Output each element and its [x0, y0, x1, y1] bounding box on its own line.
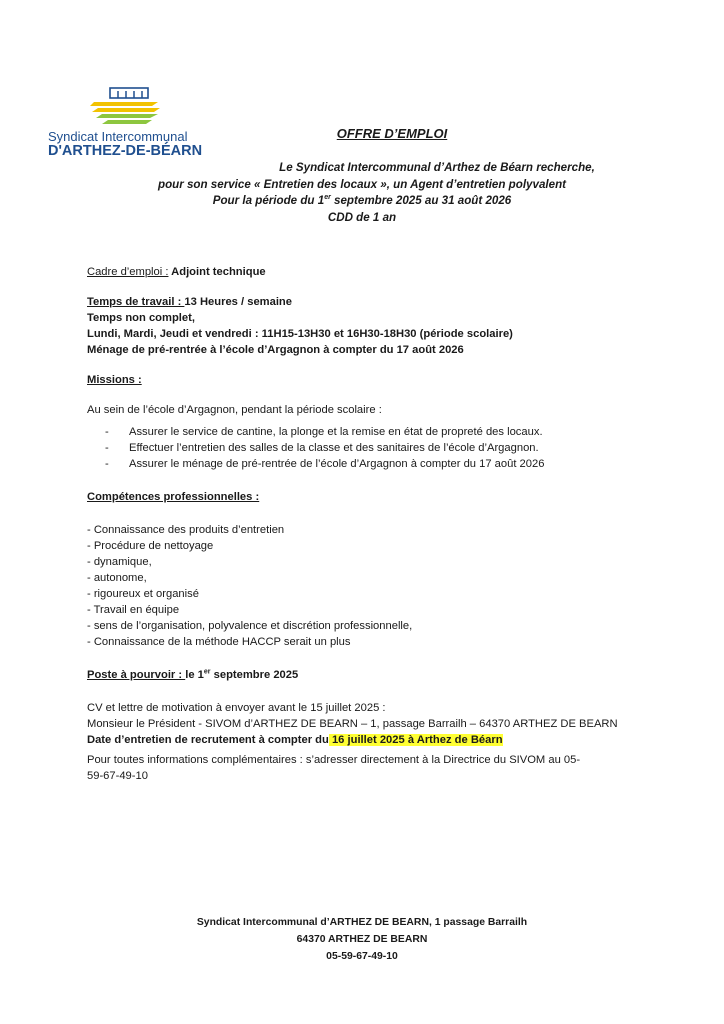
offer-body	[87, 264, 647, 784]
logo-emblem-icon	[88, 86, 168, 130]
list-item: - dynamique,	[87, 556, 152, 568]
missions-heading: Missions :	[87, 374, 142, 386]
list-item: - Assurer le ménage de pré-rentrée de l’école d’Argagnon à compter du 17 août 2026	[87, 456, 647, 472]
list-item: - Effectuer l’entretien des salles de la classe et des sanitaires de l’école d’Argagnon.	[87, 440, 647, 456]
competences-list	[87, 522, 647, 650]
footer-line-2: 64370 ARTHEZ DE BEARN	[296, 934, 428, 945]
highlighted-date: 16 juillet 2025 à Arthez de Béarn	[328, 734, 503, 746]
list-item: - Travail en équipe	[87, 604, 180, 616]
poste-a-pourvoir: Poste à pourvoir : le 1er septembre 2025	[87, 668, 299, 681]
list-item: - Connaissance des produits d’entretien	[87, 524, 285, 536]
temps-travail: Temps de travail : 13 Heures / semaine	[87, 296, 292, 308]
interview-date: Date d’entretien de recrutement à compter du 16 juillet 2025 à Arthez de Béarn	[87, 734, 503, 746]
footer	[0, 914, 724, 965]
temps-line: Temps non complet,	[87, 312, 195, 324]
intro	[0, 160, 724, 226]
logo-line-1: Syndicat Intercommunal	[48, 129, 188, 144]
list-item: - autonome,	[87, 572, 147, 584]
info-line: 59-67-49-10	[87, 770, 148, 782]
list-item: - Connaissance de la méthode HACCP serait un plus	[87, 636, 351, 648]
intro-line-1: Le Syndicat Intercommunal d’Arthez de Béarn recherche,	[279, 161, 595, 174]
page-title: OFFRE D’EMPLOI	[336, 126, 448, 141]
temps-line: Lundi, Mardi, Jeudi et vendredi : 11H15-13H30 et 16H30-18H30 (période scolaire)	[87, 328, 513, 340]
info-line: Pour toutes informations complémentaires : s’adresser directement à la Directrice du SIVOM au 05-	[87, 754, 581, 766]
list-item: - rigoureux et organisé	[87, 588, 199, 600]
intro-line-4: CDD de 1 an	[327, 210, 397, 224]
intro-line-2: pour son service « Entretien des locaux », un Agent d’entretien polyvalent	[157, 177, 567, 191]
list-item: - sens de l’organisation, polyvalence et discrétion professionnelle,	[87, 620, 413, 632]
intro-line-3: Pour la période du 1er septembre 2025 au 31 août 2026	[212, 194, 512, 207]
temps-line: Ménage de pré-rentrée à l’école d’Argagnon à compter du 17 août 2026	[87, 344, 464, 356]
list-item: - Assurer le service de cantine, la plonge et la remise en état de propreté des locaux.	[87, 424, 647, 440]
list-item: - Procédure de nettoyage	[87, 540, 214, 552]
cv-line: CV et lettre de motivation à envoyer avant le 15 juillet 2025 :	[87, 702, 386, 714]
competences-heading: Compétences professionnelles :	[87, 491, 260, 503]
missions-intro: Au sein de l’école d’Argagnon, pendant la période scolaire :	[87, 404, 382, 416]
cadre-emploi: Cadre d’emploi : Adjoint technique	[87, 266, 266, 278]
missions-list	[87, 424, 647, 472]
address-line: Monsieur le Président - SIVOM d’ARTHEZ DE BEARN – 1, passage Barrailh – 64370 ARTHEZ DE BEARN	[87, 718, 618, 730]
footer-line-1: Syndicat Intercommunal d’ARTHEZ DE BEARN, 1 passage Barrailh	[196, 917, 528, 928]
footer-line-3: 05-59-67-49-10	[326, 951, 398, 962]
logo	[48, 86, 208, 162]
logo-line-2: D'ARTHEZ-DE-BÉARN	[48, 143, 203, 159]
